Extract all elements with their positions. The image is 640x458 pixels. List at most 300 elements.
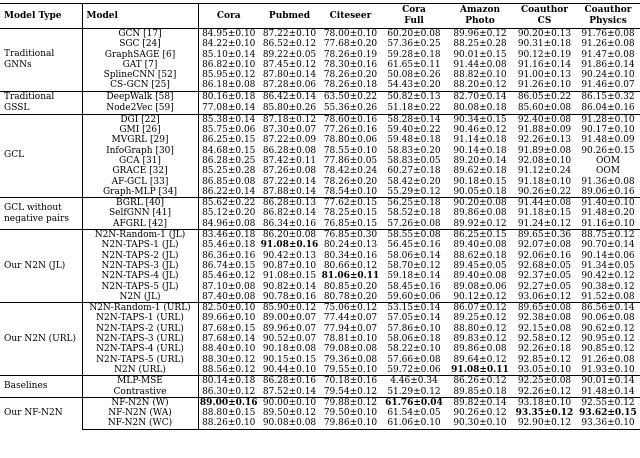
value-cell: 89.82±0.14: [447, 397, 513, 408]
model-name-cell: N2N (URL): [82, 365, 198, 376]
value-cell: 92.68±0.05: [517, 260, 572, 271]
value-cell: 50.08±0.26: [387, 70, 441, 81]
model-name-cell: GRACE [32]: [82, 166, 198, 176]
model-name-cell: MLP-MSE: [82, 376, 198, 387]
value-cell: 92.08±0.10: [517, 155, 572, 166]
header-row: [0, 4, 640, 29]
value-cell: 58.52±0.18: [387, 208, 441, 219]
value-cell: 77.26±0.16: [323, 125, 378, 136]
model-name-cell: N2N-TAPS-4 (JL): [82, 271, 198, 281]
model-name-cell: N2N-Random-1 (URL): [82, 303, 198, 314]
value-cell: 89.25±0.12: [453, 313, 507, 324]
value-cell: 85.46±0.12: [202, 271, 256, 282]
model-name-cell: Contrastive: [82, 387, 198, 398]
value-cell: 87.18±0.12: [259, 114, 320, 125]
value-cell: 92.25±0.08: [513, 376, 576, 387]
value-cell: 85.80±0.26: [262, 103, 317, 114]
value-cell: 90.15±0.15: [262, 354, 317, 365]
table-row: [0, 208, 640, 218]
table-row: [0, 271, 640, 281]
value-cell: 77.44±0.07: [323, 313, 378, 324]
value-cell: 90.20±0.13: [513, 29, 576, 40]
value-cell: 57.86±0.10: [387, 323, 441, 334]
value-cell: 86.25±0.15: [202, 135, 256, 146]
table-row: [0, 146, 640, 156]
header-cora-full: Cora Full: [381, 4, 447, 29]
value-cell: 59.60±0.06: [387, 291, 441, 302]
value-cell: 86.28±0.25: [202, 155, 256, 166]
model-name-cell: N2N-TAPS-1 (URL): [82, 313, 198, 323]
value-cell: 85.25±0.28: [202, 166, 256, 177]
value-cell: 89.96±0.12: [447, 29, 513, 40]
value-cell: 89.20±0.14: [453, 155, 507, 166]
value-cell: 90.18±0.08: [262, 344, 317, 355]
value-cell: 90.05±0.18: [453, 186, 507, 197]
value-cell: 57.36±0.25: [387, 39, 441, 50]
value-cell: 88.20±0.12: [453, 80, 507, 91]
value-cell: 91.36±0.08: [581, 176, 635, 187]
value-cell: 91.26±0.10: [517, 80, 572, 91]
value-cell: 91.48±0.09: [581, 135, 635, 146]
value-cell: 90.14±0.18: [453, 145, 507, 156]
value-cell: 61.54±0.05: [387, 408, 441, 419]
value-cell: 90.42±0.12: [581, 271, 635, 282]
value-cell: 57.05±0.14: [387, 313, 441, 324]
value-cell: 91.08±0.15: [262, 271, 317, 282]
model-name-cell: NF-N2N (WC): [82, 418, 198, 429]
value-cell: 92.27±0.05: [517, 281, 572, 292]
value-cell: 60.20±0.08: [381, 29, 447, 40]
model-name-cell: N2N-TAPS-4 (URL): [82, 344, 198, 354]
value-cell: 89.65±0.36: [513, 230, 576, 241]
value-cell: 53.15±0.14: [381, 303, 447, 314]
value-cell: 91.34±0.05: [581, 260, 635, 271]
value-cell: 80.78±0.20: [323, 291, 378, 302]
value-cell: OOM: [596, 155, 620, 166]
value-cell: 79.88±0.12: [320, 397, 381, 408]
table-row: [0, 39, 640, 49]
table-row: [0, 125, 640, 135]
model-name-cell: SelfGNN [41]: [82, 208, 198, 218]
value-cell: 90.38±0.12: [581, 281, 635, 292]
value-cell: 93.36±0.10: [576, 418, 640, 429]
value-cell: 91.40±0.10: [576, 198, 640, 209]
value-cell: 90.26±0.15: [581, 145, 635, 156]
value-cell: 79.55±0.10: [323, 364, 378, 375]
value-cell: 78.42±0.24: [323, 166, 378, 177]
value-cell: 87.28±0.06: [262, 80, 317, 91]
table-row: [0, 156, 640, 166]
value-cell: 89.00±0.16: [199, 397, 258, 408]
value-cell: 91.14±0.18: [453, 135, 507, 146]
value-cell: 87.30±0.07: [262, 125, 317, 136]
value-cell: 70.18±0.16: [320, 376, 381, 387]
model-name-cell: Graph-MLP [34]: [82, 187, 198, 198]
value-cell: 90.18±0.15: [453, 176, 507, 187]
value-cell: 90.85±0.12: [581, 344, 635, 355]
value-cell: 59.40±0.22: [387, 125, 441, 136]
table-row: [0, 114, 640, 125]
value-cell: 90.46±0.12: [453, 125, 507, 136]
model-name-cell: InfoGraph [30]: [82, 146, 198, 156]
value-cell: 86.82±0.14: [262, 208, 317, 219]
value-cell: 86.34±0.16: [262, 218, 317, 229]
value-cell: 82.50±0.10: [198, 303, 259, 314]
model-name-cell: NF-N2N (W): [82, 397, 198, 408]
value-cell: 86.56±0.14: [576, 303, 640, 314]
value-cell: 58.83±0.05: [387, 155, 441, 166]
header-pubmed: Pubmed: [259, 4, 320, 29]
model-name-cell: SGC [24]: [82, 39, 198, 49]
table-row: [0, 344, 640, 354]
model-name-cell: SplineCNN [52]: [82, 70, 198, 80]
value-cell: 91.16±0.10: [581, 218, 635, 229]
value-cell: 88.80±0.12: [453, 323, 507, 334]
value-cell: 85.10±0.14: [202, 49, 256, 60]
value-cell: 89.66±0.10: [202, 313, 256, 324]
value-cell: 86.52±0.12: [262, 39, 317, 50]
value-cell: 92.85±0.12: [517, 354, 572, 365]
value-cell: 90.30±0.10: [447, 418, 513, 429]
model-name-cell: N2N-TAPS-2 (JL): [82, 251, 198, 261]
header-citeseer: Citeseer: [320, 4, 381, 29]
table-row: [0, 334, 640, 344]
value-cell: 90.95±0.12: [581, 334, 635, 345]
value-cell: 59.28±0.18: [387, 49, 441, 60]
value-cell: 84.22±0.10: [202, 39, 256, 50]
value-cell: 56.45±0.16: [387, 240, 441, 251]
table-row: [0, 177, 640, 187]
model-type-cell: Baselines: [0, 376, 82, 398]
value-cell: 91.88±0.09: [517, 125, 572, 136]
value-cell: 83.46±0.18: [198, 230, 259, 241]
model-name-cell: DeepWalk [58]: [82, 91, 198, 103]
value-cell: 91.18±0.10: [517, 176, 572, 187]
value-cell: 86.15±0.32: [576, 91, 640, 103]
value-cell: 88.25±0.28: [453, 39, 507, 50]
value-cell: 58.83±0.20: [387, 145, 441, 156]
value-cell: 61.65±0.11: [387, 59, 441, 70]
value-cell: 91.48±0.14: [581, 386, 635, 397]
value-cell: 91.52±0.08: [581, 291, 635, 302]
table-row: [0, 303, 640, 314]
value-cell: 86.42±0.14: [259, 91, 320, 103]
value-cell: 90.08±0.08: [259, 418, 320, 429]
value-cell: 90.78±0.16: [262, 291, 317, 302]
value-cell: 87.22±0.14: [262, 176, 317, 187]
value-cell: 87.45±0.12: [262, 59, 317, 70]
value-cell: 63.50±0.22: [320, 91, 381, 103]
table-row: [0, 408, 640, 418]
value-cell: 77.08±0.14: [202, 103, 256, 114]
value-cell: 80.16±0.18: [198, 91, 259, 103]
value-cell: 92.55±0.12: [576, 397, 640, 408]
model-name-cell: GraphSAGE [6]: [82, 50, 198, 60]
model-name-cell: GMI [26]: [82, 125, 198, 135]
value-cell: 79.36±0.08: [323, 354, 378, 365]
value-cell: 78.26±0.18: [323, 80, 378, 91]
value-cell: 86.82±0.10: [202, 59, 256, 70]
model-name-cell: MVGRL [29]: [82, 135, 198, 145]
value-cell: 90.31±0.18: [517, 39, 572, 50]
value-cell: 85.38±0.14: [198, 114, 259, 125]
value-cell: 78.55±0.10: [323, 145, 378, 156]
value-cell: 86.36±0.16: [202, 250, 256, 261]
value-cell: 56.25±0.18: [381, 198, 447, 209]
results-table: [0, 3, 640, 430]
value-cell: 78.26±0.20: [323, 70, 378, 81]
value-cell: 90.52±0.07: [262, 334, 317, 345]
value-cell: 89.50±0.12: [262, 408, 317, 419]
table-row: [0, 29, 640, 40]
table-row: [0, 60, 640, 70]
value-cell: 87.68±0.15: [202, 323, 256, 334]
value-cell: 51.29±0.12: [387, 386, 441, 397]
value-cell: 87.26±0.08: [262, 166, 317, 177]
value-cell: 90.26±0.12: [453, 408, 507, 419]
value-cell: 82.70±0.14: [447, 91, 513, 103]
value-cell: 88.30±0.12: [202, 354, 256, 365]
value-cell: 91.12±0.24: [517, 166, 572, 177]
value-cell: 92.26±0.18: [517, 344, 572, 355]
value-cell: 78.60±0.16: [320, 114, 381, 125]
value-cell: 91.46±0.07: [581, 80, 635, 91]
value-cell: 86.22±0.14: [202, 186, 256, 197]
value-cell: 87.22±0.10: [259, 29, 320, 40]
table-row: [0, 230, 640, 241]
header-coauthor-cs: Coauthor CS: [513, 4, 576, 29]
value-cell: 91.89±0.08: [517, 145, 572, 156]
table-row: [0, 219, 640, 230]
model-name-cell: AFGRL [42]: [82, 219, 198, 230]
model-name-cell: N2N-TAPS-5 (URL): [82, 355, 198, 365]
value-cell: 61.76±0.04: [381, 397, 447, 408]
model-name-cell: GCN [17]: [82, 29, 198, 40]
value-cell: 91.28±0.10: [576, 114, 640, 125]
header-model: Model: [82, 4, 198, 29]
value-cell: 90.24±0.10: [581, 70, 635, 81]
value-cell: 87.80±0.14: [262, 70, 317, 81]
value-cell: 58.45±0.16: [387, 281, 441, 292]
header-amazon-photo: Amazon Photo: [447, 4, 513, 29]
value-cell: 90.42±0.13: [262, 250, 317, 261]
value-cell: 91.44±0.08: [513, 198, 576, 209]
value-cell: 86.05±0.22: [513, 91, 576, 103]
header-model-type: Model Type: [0, 4, 82, 29]
value-cell: 86.30±0.12: [202, 386, 256, 397]
table-row: [0, 80, 640, 91]
table-row: [0, 166, 640, 176]
value-cell: 80.66±0.12: [323, 260, 378, 271]
value-cell: 90.62±0.12: [581, 323, 635, 334]
value-cell: 91.00±0.13: [517, 70, 572, 81]
value-cell: 93.18±0.10: [513, 397, 576, 408]
value-cell: 77.62±0.15: [320, 198, 381, 209]
value-cell: 76.85±0.15: [323, 218, 378, 229]
value-cell: 4.46±0.34: [381, 376, 447, 387]
value-cell: 78.30±0.16: [323, 59, 378, 70]
value-cell: 86.28±0.08: [262, 145, 317, 156]
value-cell: 92.06±0.16: [517, 250, 572, 261]
value-cell: 87.10±0.08: [202, 281, 256, 292]
value-cell: 91.18±0.15: [517, 208, 572, 219]
value-cell: 57.26±0.08: [387, 218, 441, 229]
value-cell: 80.24±0.13: [323, 240, 378, 251]
value-cell: 92.38±0.08: [517, 313, 572, 324]
header-coauthor-physics: Coauthor Physics: [576, 4, 640, 29]
model-name-cell: N2N-TAPS-3 (URL): [82, 334, 198, 344]
value-cell: 92.90±0.12: [513, 418, 576, 429]
value-cell: 78.54±0.10: [323, 186, 378, 197]
value-cell: 89.86±0.08: [453, 208, 507, 219]
value-cell: 91.48±0.20: [581, 208, 635, 219]
value-cell: 90.00±0.10: [259, 397, 320, 408]
value-cell: 88.62±0.18: [453, 250, 507, 261]
value-cell: 88.82±0.10: [453, 70, 507, 81]
value-cell: 89.40±0.08: [453, 271, 507, 282]
model-name-cell: BGRL [40]: [82, 198, 198, 209]
value-cell: 90.01±0.14: [576, 376, 640, 387]
value-cell: 85.90±0.12: [259, 303, 320, 314]
value-cell: 93.62±0.15: [579, 408, 637, 419]
value-cell: 89.83±0.12: [453, 334, 507, 345]
value-cell: 80.85±0.20: [323, 281, 378, 292]
value-cell: 86.25±0.15: [447, 230, 513, 241]
value-cell: 90.70±0.14: [581, 240, 635, 251]
model-type-cell: Our NF-N2N: [0, 397, 82, 429]
value-cell: 76.85±0.30: [320, 230, 381, 241]
table-row: [0, 292, 640, 303]
model-type-cell: Our N2N (JL): [0, 230, 82, 303]
value-cell: 92.07±0.08: [517, 240, 572, 251]
value-cell: 88.26±0.10: [198, 418, 259, 429]
value-cell: 86.28±0.13: [259, 198, 320, 209]
value-cell: 88.75±0.12: [576, 230, 640, 241]
value-cell: 78.25±0.15: [323, 208, 378, 219]
value-cell: 89.40±0.08: [453, 240, 507, 251]
table-row: [0, 324, 640, 334]
value-cell: 79.50±0.10: [323, 408, 378, 419]
value-cell: 92.26±0.12: [517, 386, 572, 397]
value-cell: 58.70±0.12: [387, 260, 441, 271]
value-cell: 86.85±0.08: [202, 176, 256, 187]
value-cell: 78.80±0.06: [323, 135, 378, 146]
value-cell: 77.86±0.05: [323, 155, 378, 166]
value-cell: 84.68±0.15: [202, 145, 256, 156]
value-cell: 85.75±0.06: [202, 125, 256, 136]
value-cell: 85.46±0.18: [202, 240, 256, 251]
value-cell: 89.96±0.07: [262, 323, 317, 334]
value-cell: 84.96±0.08: [202, 218, 256, 229]
table-row: [0, 50, 640, 60]
value-cell: 87.42±0.11: [262, 155, 317, 166]
model-type-cell: Traditional GNNs: [0, 29, 82, 92]
value-cell: 55.29±0.12: [387, 186, 441, 197]
value-cell: 77.94±0.07: [323, 323, 378, 334]
model-name-cell: AF-GCL [33]: [82, 177, 198, 187]
value-cell: 89.92±0.12: [453, 218, 507, 229]
header-cora: Cora: [198, 4, 259, 29]
table-row: [0, 103, 640, 115]
table-row: [0, 198, 640, 209]
value-cell: 78.26±0.20: [323, 176, 378, 187]
value-cell: 80.34±0.16: [323, 250, 378, 261]
value-cell: 86.74±0.15: [202, 260, 256, 271]
table-row: [0, 135, 640, 145]
table-row: [0, 251, 640, 261]
value-cell: 87.88±0.14: [262, 186, 317, 197]
value-cell: 88.40±0.10: [202, 344, 256, 355]
value-cell: 86.26±0.12: [447, 376, 513, 387]
value-cell: 87.68±0.14: [202, 334, 256, 345]
value-cell: 58.28±0.14: [381, 114, 447, 125]
value-cell: 77.68±0.20: [323, 39, 378, 50]
value-cell: 79.86±0.10: [320, 418, 381, 429]
value-cell: 92.37±0.05: [517, 271, 572, 282]
value-cell: 89.64±0.12: [453, 354, 507, 365]
value-cell: 92.15±0.08: [517, 323, 572, 334]
value-cell: 86.07±0.12: [447, 303, 513, 314]
value-cell: 80.14±0.18: [198, 376, 259, 387]
value-cell: 58.55±0.08: [381, 230, 447, 241]
value-cell: 61.06±0.10: [381, 418, 447, 429]
table-body: [0, 29, 640, 430]
value-cell: 91.93±0.10: [581, 364, 635, 375]
model-name-cell: GCA [31]: [82, 156, 198, 166]
value-cell: 59.48±0.18: [387, 135, 441, 146]
value-cell: 89.22±0.05: [262, 49, 317, 60]
value-cell: 90.82±0.14: [262, 281, 317, 292]
value-cell: 90.26±0.22: [517, 186, 572, 197]
value-cell: 90.87±0.10: [262, 260, 317, 271]
value-cell: 81.06±0.11: [321, 271, 380, 282]
value-cell: 90.34±0.15: [447, 114, 513, 125]
value-cell: OOM: [596, 166, 620, 177]
value-cell: 89.65±0.08: [513, 303, 576, 314]
value-cell: 89.85±0.18: [453, 386, 507, 397]
value-cell: 92.26±0.13: [517, 135, 572, 146]
value-cell: 58.06±0.18: [387, 334, 441, 345]
value-cell: 93.35±0.12: [515, 408, 574, 419]
model-name-cell: N2N-TAPS-1 (JL): [82, 240, 198, 250]
value-cell: 78.00±0.10: [320, 29, 381, 40]
value-cell: 90.01±0.15: [453, 49, 507, 60]
table-row: [0, 282, 640, 292]
value-cell: 84.95±0.10: [198, 29, 259, 40]
model-type-cell: Traditional GSSL: [0, 91, 82, 114]
value-cell: 90.14±0.06: [581, 250, 635, 261]
value-cell: 51.18±0.22: [387, 103, 441, 114]
value-cell: 92.40±0.08: [513, 114, 576, 125]
value-cell: 85.60±0.08: [517, 103, 572, 114]
model-name-cell: NF-N2N (WA): [82, 408, 198, 418]
table-row: [0, 397, 640, 408]
model-type-cell: GCL without negative pairs: [0, 198, 82, 230]
table-row: [0, 70, 640, 80]
value-cell: 91.08±0.16: [260, 240, 319, 251]
value-cell: 89.06±0.16: [581, 186, 635, 197]
value-cell: 92.58±0.12: [517, 334, 572, 345]
value-cell: 86.28±0.16: [259, 376, 320, 387]
model-name-cell: N2N (JL): [82, 292, 198, 303]
value-cell: 80.08±0.18: [453, 103, 507, 114]
value-cell: 87.22±0.09: [262, 135, 317, 146]
value-cell: 90.12±0.19: [517, 49, 572, 60]
value-cell: 60.27±0.18: [387, 166, 441, 177]
model-name-cell: DGI [22]: [82, 114, 198, 125]
value-cell: 58.22±0.10: [387, 344, 441, 355]
model-name-cell: Node2Vec [59]: [82, 103, 198, 115]
